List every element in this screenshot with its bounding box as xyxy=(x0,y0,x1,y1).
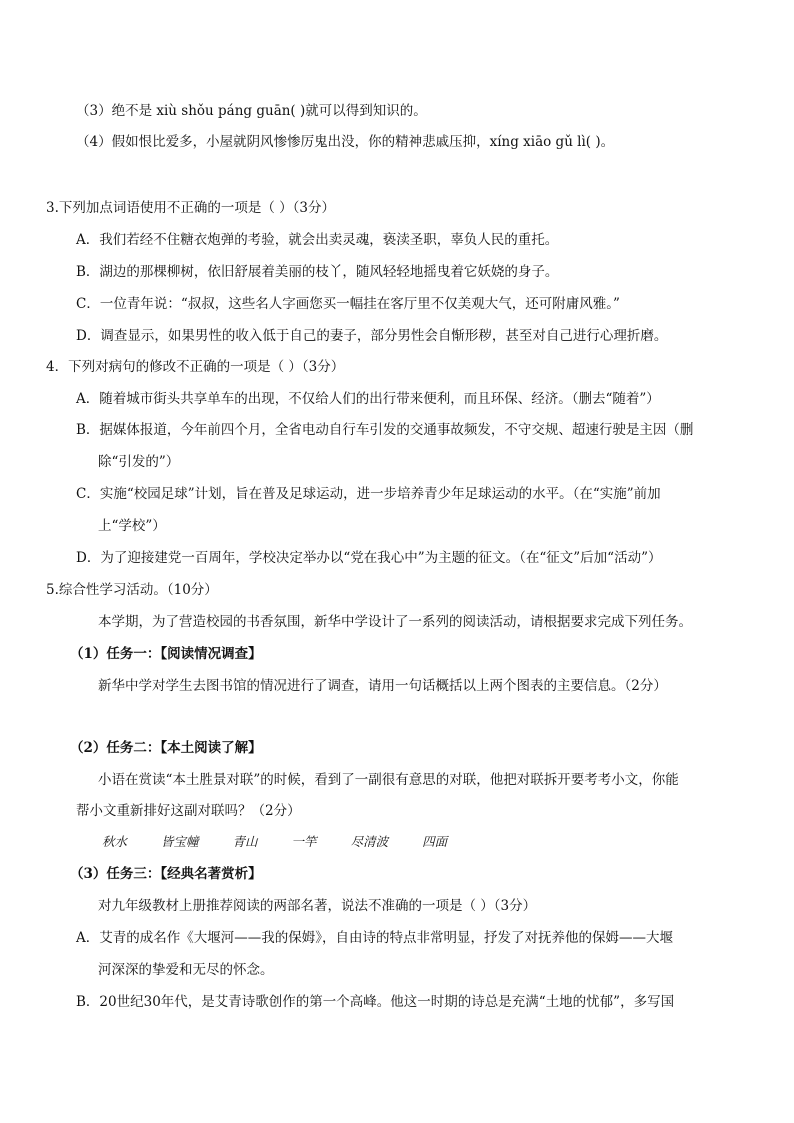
task-2-body-line1: 小语在赏读“本土胜景对联”的时候，看到了一副很有意思的对联，他把对联拆开要考考小文，你能 xyxy=(98,772,679,788)
question-4-stem: 4．下列对病句的修改不正确的一项是（ ）（3分） xyxy=(46,359,345,375)
task-3-stem: 对九年级教材上册推荐阅读的两部名著，说法不准确的一项是（ ）（3分） xyxy=(98,898,537,914)
task-3-option-a-line1: A．艾青的成名作《大堰河——我的保姆》，自由诗的特点非常明显，抒发了对抚养他的保姆——大堰 xyxy=(76,930,673,946)
task-3-option-b-line1: B．20世纪30年代，是艾青诗歌创作的第一个高峰。他这一时期的诗总是充满“土地的忧郁”，多写国 xyxy=(76,994,675,1010)
task-3-label: （3）任务三：【经典名著赏析】 xyxy=(70,866,262,882)
question-4-option-c-line1: C．实施“校园足球”计划，旨在普及足球运动，进一步培养青少年足球运动的水平。（在“实施”前加 xyxy=(76,486,661,502)
question-4-option-d: D．为了迎接建党一百周年，学校决定举办以“党在我心中”为主题的征文。（在“征文”后加“活动”） xyxy=(76,550,662,566)
task-3-option-a-line2: 河深深的挚爱和无尽的怀念。 xyxy=(98,962,274,978)
couplet-fragment: 皆宝幢 xyxy=(161,834,199,849)
question-3-option-a: A．我们若经不住糖衣炮弹的考验，就会出卖灵魂，亵渎圣职，辜负人民的重托。 xyxy=(76,232,559,248)
task-2-body-line2: 帮小文重新排好这副对联吗？（2分） xyxy=(76,803,301,819)
task-2-label: （2）任务二：【本土阅读了解】 xyxy=(70,740,262,756)
question-5-stem: 5.综合性学习活动。（10分） xyxy=(46,582,218,598)
couplet-fragment: 秋水 xyxy=(102,834,128,849)
question-2-item-4: （4）假如恨比爱多，小屋就阴风惨惨厉鬼出没，你的精神悲戚压抑，xíng xiāo gǔ lì( )。 xyxy=(76,134,615,150)
couplet-fragment: 青山 xyxy=(232,834,258,849)
question-3-option-b: B．湖边的那棵柳树，依旧舒展着美丽的枝丫，随风轻轻地摇曳着它妖娆的身子。 xyxy=(76,264,559,280)
question-4-option-b-line1: B．据媒体报道，今年前四个月，全省电动自行车引发的交通事故频发，不守交规、超速行驶是主因（删 xyxy=(76,422,694,438)
question-4-option-b-line2: 除“引发的”） xyxy=(98,454,180,470)
couplet-fragment: 四面 xyxy=(422,834,448,849)
couplet-fragments xyxy=(102,832,481,852)
question-3-stem: 3.下列加点词语使用不正确的一项是（ ）（3分） xyxy=(46,200,336,216)
couplet-fragment: 尽清波 xyxy=(350,834,389,849)
question-4-option-a: A．随着城市街头共享单车的出现，不仅给人们的出行带来便利，而且环保、经济。（删去“随着”） xyxy=(76,391,660,407)
task-1-body: 新华中学对学生去图书馆的情况进行了调查，请用一句话概括以上两个图表的主要信息。（2分） xyxy=(98,678,667,694)
question-3-option-d: D．调查显示，如果男性的收入低于自己的妻子，部分男性会自惭形秽，甚至对自己进行心理折磨。 xyxy=(76,328,668,344)
question-4-option-c-line2: 上“学校”） xyxy=(98,518,166,534)
couplet-fragment: 一竿 xyxy=(291,834,317,849)
task-1-label: （1）任务一：【阅读情况调查】 xyxy=(70,646,262,662)
question-3-option-c: C．一位青年说：“叔叔，这些名人字画您买一幅挂在客厅里不仅美观大气，还可附庸风雅。” xyxy=(76,296,620,312)
question-2-item-3: （3）绝不是 xiù shǒu páng guān( )就可以得到知识的。 xyxy=(76,103,427,119)
question-5-intro: 本学期，为了营造校园的书香氛围，新华中学设计了一系列的阅读活动，请根据要求完成下列任务。 xyxy=(98,614,692,630)
